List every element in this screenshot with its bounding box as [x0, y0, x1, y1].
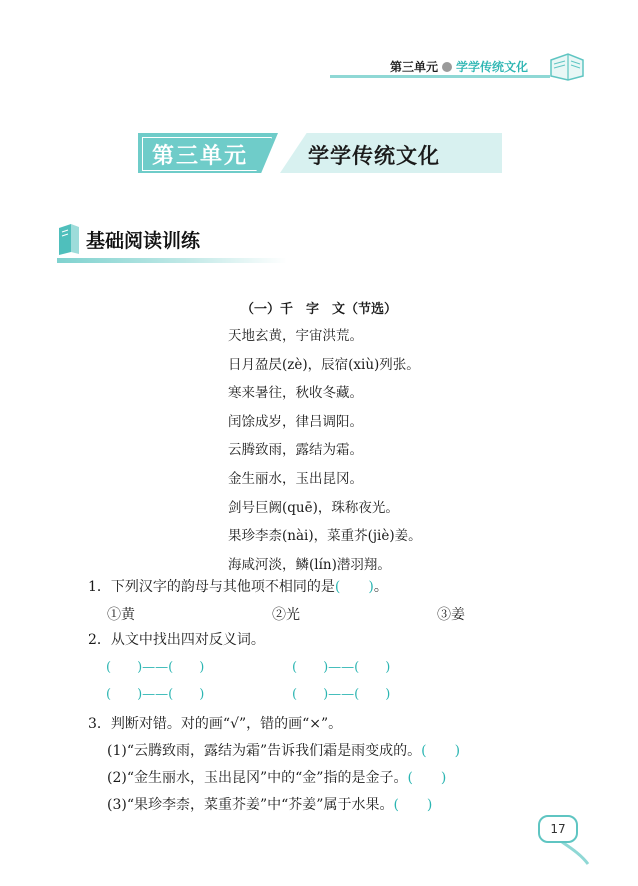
poem-line: 天地玄黄，宇宙洪荒。	[228, 328, 363, 344]
judgement-text: (2)“金生丽水，玉出昆冈”中的“金”指的是金子。	[107, 770, 408, 786]
section-book-icon	[57, 222, 81, 256]
poem-line: 日月盈昃(zè)，辰宿(xiù)列张。	[228, 356, 420, 373]
antonym-pair-blank[interactable]: ( )——( )	[106, 687, 205, 702]
book-icon	[548, 50, 586, 82]
antonym-pair-blank[interactable]: ( )——( )	[292, 687, 391, 702]
question-3-stem: 3．判断对错。对的画“√”，错的画“×”。	[88, 716, 343, 732]
poem-body	[228, 322, 422, 579]
option-3[interactable]: ③姜	[437, 607, 465, 623]
judgement-text: (1)“云腾致雨，露结为霜”告诉我们霜是雨变成的。	[107, 743, 422, 759]
poem-line: 金生丽水，玉出昆冈。	[228, 470, 363, 487]
judgement-item-1	[107, 740, 460, 760]
poem-line: 闰馀成岁，律吕调阳。	[228, 413, 363, 430]
question-1-end: 。	[373, 579, 388, 595]
option-2[interactable]: ②光	[272, 607, 300, 623]
poem-line: 寒来暑往，秋收冬藏。	[228, 385, 363, 402]
option-1[interactable]: ①黄	[107, 607, 135, 623]
answer-blank[interactable]: ( )	[334, 579, 374, 595]
antonym-pair-blank[interactable]: ( )——( )	[106, 660, 205, 675]
answer-blank[interactable]: ( )	[421, 743, 461, 759]
antonym-pair-blank[interactable]: ( )——( )	[292, 660, 391, 675]
header-bullet-icon	[442, 62, 452, 72]
page-number: 17	[538, 815, 578, 843]
header-unit: 第三单元	[389, 60, 438, 74]
running-header	[390, 58, 528, 75]
question-2-stem: 2．从文中找出四对反义词。	[88, 632, 265, 648]
question-1	[88, 576, 388, 596]
poem-line: 剑号巨阙(quē)，珠称夜光。	[228, 499, 399, 516]
answer-blank[interactable]: ( )	[393, 797, 433, 813]
banner-unit-label: 第三单元	[152, 143, 249, 169]
judgement-text: (3)“果珍李柰，菜重芥姜”中“芥姜”属于水果。	[107, 797, 394, 813]
section-title: 基础阅读训练	[86, 230, 201, 252]
poem-line: 果珍李柰(nài)，菜重芥(jiè)姜。	[228, 528, 422, 545]
poem-line: 海咸河淡，鳞(lín)潜羽翔。	[228, 556, 391, 573]
header-rule	[330, 75, 550, 78]
question-1-stem: 1．下列汉字的韵母与其他项不相同的是	[88, 579, 335, 595]
section-underline	[57, 258, 287, 263]
poem-line: 云腾致雨，露结为霜。	[228, 442, 363, 459]
poem-title: （一）千 字 文（节选）	[240, 302, 397, 317]
judgement-item-3	[107, 794, 432, 814]
banner-title: 学学传统文化	[308, 143, 440, 168]
answer-blank[interactable]: ( )	[407, 770, 447, 786]
judgement-item-2	[107, 767, 446, 787]
header-title: 学学传统文化	[455, 60, 528, 74]
